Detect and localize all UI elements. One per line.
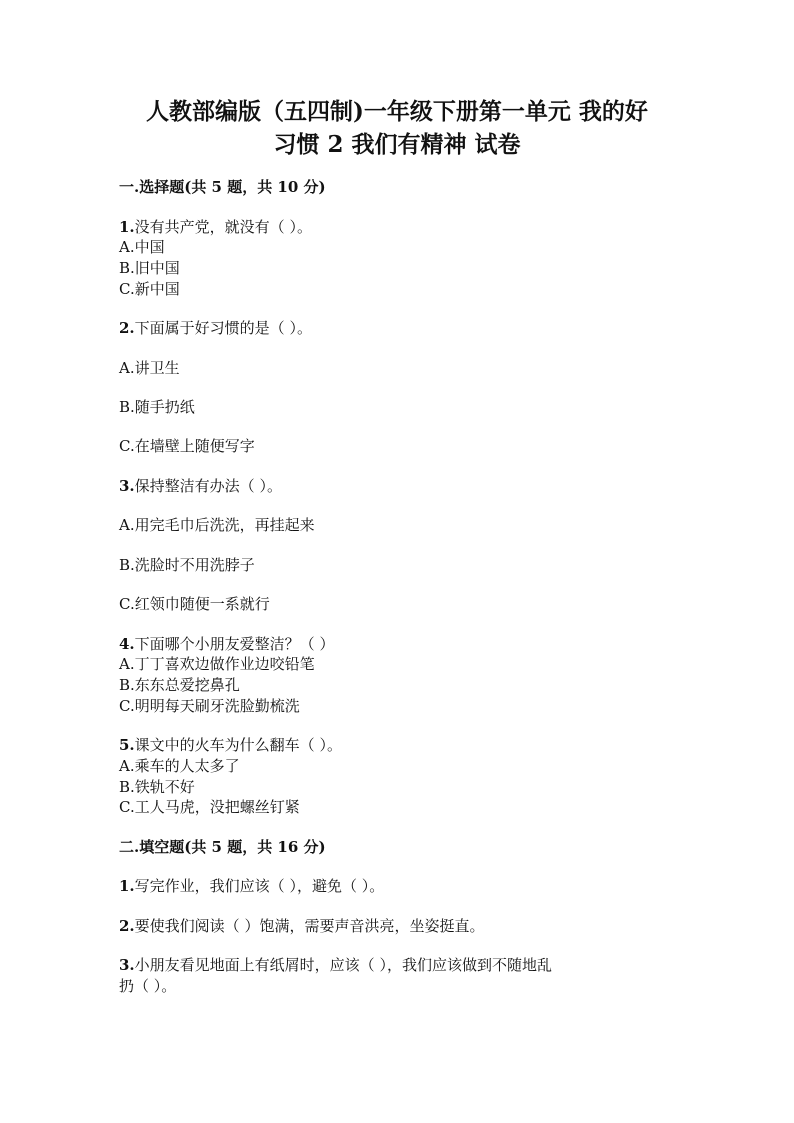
question-text: 课文中的火车为什么翻车（ ）。: [134, 736, 342, 754]
fill-blank-question-3: [119, 955, 552, 975]
choice-option: C.明明每天刷牙洗脸勤梳洗: [119, 697, 300, 715]
question-number: 1.: [119, 877, 135, 895]
choice-option: B.铁轨不好: [119, 778, 195, 796]
choice-option: C.工人马虎，没把螺丝钉紧: [119, 798, 300, 816]
choice-option: A.中国: [119, 238, 165, 256]
choice-option: B.旧中国: [119, 259, 180, 277]
section-heading-choice: 一.选择题(共 5 题，共 10 分): [119, 178, 326, 196]
choice-option: B.东东总爱挖鼻孔: [119, 676, 240, 694]
question-number: 1.: [119, 218, 135, 236]
choice-option: B.洗脸时不用洗脖子: [119, 556, 255, 574]
exam-title-line-1: 人教部编版（五四制)一年级下册第一单元 我的好: [146, 98, 648, 125]
choice-question-5: [119, 735, 342, 755]
choice-question-4: [119, 634, 334, 654]
choice-option: A.丁丁喜欢边做作业边咬铅笔: [119, 655, 315, 673]
choice-option: A.讲卫生: [119, 359, 180, 377]
choice-option: C.新中国: [119, 280, 180, 298]
question-text: 要使我们阅读（ ）饱满，需要声音洪亮，坐姿挺直。: [134, 917, 485, 935]
choice-option: C.在墙壁上随便写字: [119, 437, 255, 455]
question-text: 保持整洁有办法（ ）。: [134, 477, 282, 495]
question-number: 2.: [119, 319, 135, 337]
question-text: 写完作业，我们应该（ ），避免（ ）。: [134, 877, 385, 895]
question-text: 小朋友看见地面上有纸屑时，应该（ ），我们应该做到不随地乱: [134, 956, 552, 974]
choice-option: C.红领巾随便一系就行: [119, 595, 270, 613]
choice-question-2: [119, 318, 312, 338]
choice-option: B.随手扔纸: [119, 398, 195, 416]
question-number: 3.: [119, 477, 135, 495]
question-number: 2.: [119, 917, 135, 935]
choice-question-3: [119, 476, 282, 496]
question-number: 5.: [119, 736, 135, 754]
question-number: 3.: [119, 956, 135, 974]
fill-blank-question-3-continued: 扔（ ）。: [119, 977, 177, 995]
choice-option: A.乘车的人太多了: [119, 757, 240, 775]
exam-title-line-2: 习惯 2 我们有精神 试卷: [273, 131, 521, 158]
choice-question-1: [119, 217, 312, 237]
fill-blank-question-1: [119, 876, 384, 896]
question-number: 4.: [119, 635, 135, 653]
section-heading-fill-blank: 二.填空题(共 5 题，共 16 分): [119, 838, 326, 856]
question-text: 下面属于好习惯的是（ ）。: [134, 319, 312, 337]
question-text: 没有共产党，就没有（ ）。: [134, 218, 312, 236]
choice-option: A.用完毛巾后洗洗，再挂起来: [119, 516, 315, 534]
fill-blank-question-2: [119, 916, 484, 936]
question-text: 下面哪个小朋友爱整洁？（ ）: [134, 635, 335, 653]
